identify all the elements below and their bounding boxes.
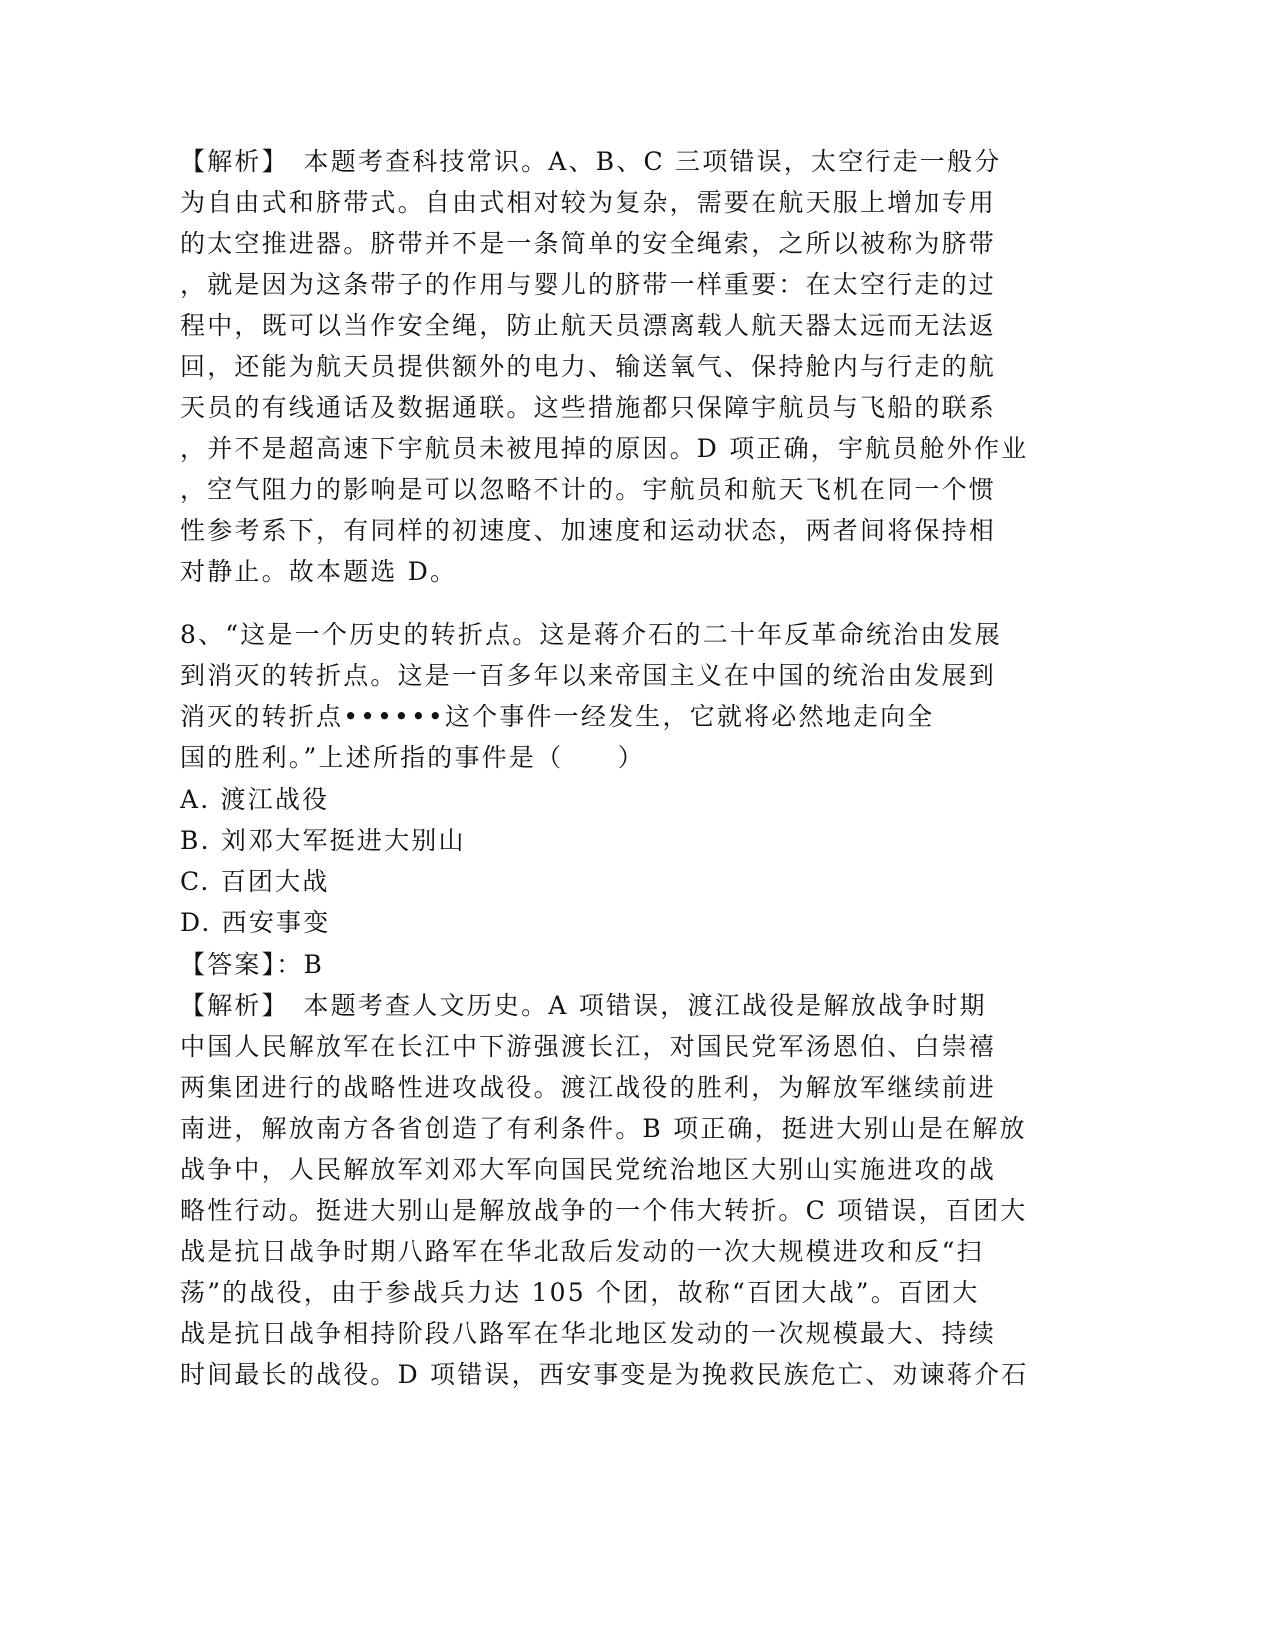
analysis-7-line: 对静止。故本题选 D。: [180, 557, 458, 586]
option-d: D. 西安事变: [180, 908, 331, 937]
option-b: B. 刘邓大军挺进大别山: [180, 826, 466, 855]
analysis-7-line: 的太空推进器。脐带并不是一条简单的安全绳索，之所以被称为脐带: [180, 229, 997, 258]
question-8-stem-line: 到消灭的转折点。这是一百多年以来帝国主义在中国的统治由发展到: [180, 661, 997, 690]
analysis-8-line: 时间最长的战役。D 项错误，西安事变是为挽救民族危亡、劝谏蒋介石: [180, 1360, 1029, 1389]
analysis-8-line: 战是抗日战争时期八路军在华北敌后发动的一次大规模进攻和反“扫: [180, 1237, 984, 1266]
analysis-7-line: 【解析】 本题考查科技常识。A、B、C 三项错误，太空行走一般分: [180, 147, 1002, 176]
option-c: C. 百团大战: [180, 867, 330, 896]
analysis-8-line: 荡”的战役，由于参战兵力达 105 个团，故称“百团大战”。百团大: [180, 1278, 980, 1307]
analysis-7-line: 性参考系下，有同样的初速度、加速度和运动状态，两者间将保持相: [180, 516, 997, 545]
answer-label: 【答案】：B: [180, 950, 325, 979]
analysis-7-line: 程中，既可以当作安全绳，防止航天员漂离载人航天器太远而无法返: [180, 311, 997, 340]
analysis-7-line: 为自由式和脐带式。自由式相对较为复杂，需要在航天服上增加专用: [180, 188, 997, 217]
analysis-8-line: 南进，解放南方各省创造了有利条件。B 项正确，挺进大别山是在解放: [180, 1114, 1027, 1143]
analysis-7-line: 天员的有线通话及数据通联。这些措施都只保障宇航员与飞船的联系: [180, 393, 997, 422]
question-8-stem-line: 8、“这是一个历史的转折点。这是蒋介石的二十年反革命统治由发展: [180, 620, 1002, 649]
option-a: A. 渡江战役: [180, 785, 330, 814]
analysis-8-line: 战是抗日战争相持阶段八路军在华北地区发动的一次规模最大、持续: [180, 1319, 997, 1348]
analysis-8-line: 两集团进行的战略性进攻战役。渡江战役的胜利，为解放军继续前进: [180, 1073, 997, 1102]
analysis-8-line: 战争中，人民解放军刘邓大军向国民党统治地区大别山实施进攻的战: [180, 1155, 997, 1184]
analysis-7-line: ，就是因为这条带子的作用与婴儿的脐带一样重要：在太空行走的过: [180, 270, 997, 299]
analysis-8-line: 【解析】 本题考查人文历史。A 项错误，渡江战役是解放战争时期: [180, 991, 987, 1020]
analysis-8-line: 中国人民解放军在长江中下游强渡长江，对国民党军汤恩伯、白崇禧: [180, 1032, 997, 1061]
analysis-8-line: 略性行动。挺进大别山是解放战争的一个伟大转折。C 项错误，百团大: [180, 1196, 1028, 1225]
question-8-stem-line: 国的胜利。”上述所指的事件是（ ）: [180, 743, 645, 772]
analysis-7-line: 回，还能为航天员提供额外的电力、输送氧气、保持舱内与行走的航: [180, 352, 997, 381]
analysis-7-line: ，并不是超高速下宇航员未被甩掉的原因。D 项正确，宇航员舱外作业: [180, 434, 1029, 463]
question-8-stem-line: 消灭的转折点••••••这个事件一经发生，它就将必然地走向全: [180, 702, 935, 731]
analysis-7-line: ，空气阻力的影响是可以忽略不计的。宇航员和航天飞机在同一个惯: [180, 475, 997, 504]
